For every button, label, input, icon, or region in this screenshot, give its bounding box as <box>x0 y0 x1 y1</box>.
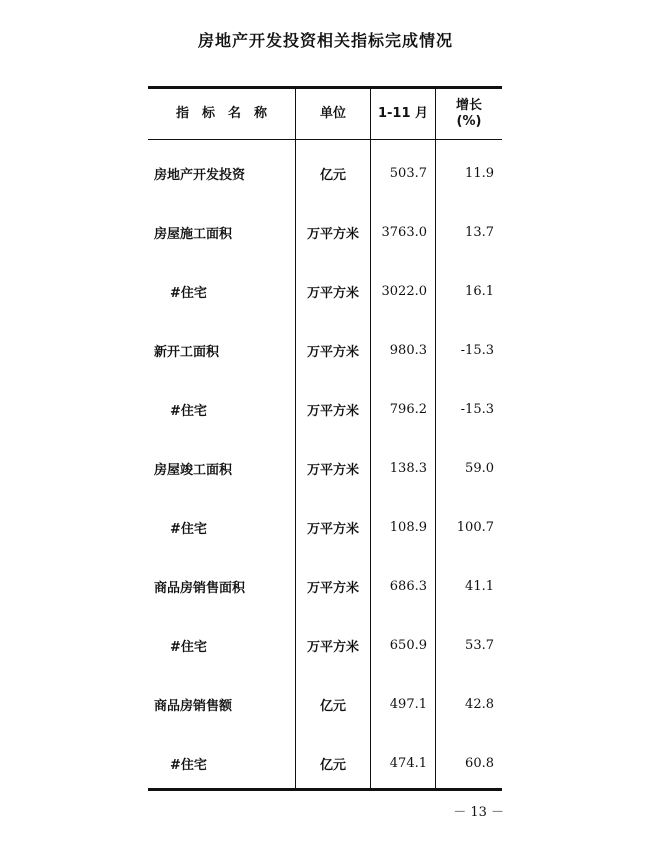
unit-cell: 万平方米 <box>306 639 359 655</box>
header-period: 1-11 月 <box>377 106 429 121</box>
value-cell: 474.1 <box>389 755 427 771</box>
growth-cell: -15.3 <box>460 342 494 358</box>
indicator-name: 新开工面积 <box>154 344 220 360</box>
growth-cell: 53.7 <box>465 637 494 653</box>
value-cell: 138.3 <box>389 460 427 476</box>
growth-cell: 11.9 <box>465 165 494 181</box>
value-cell: 497.1 <box>389 696 427 712</box>
unit-cell: 万平方米 <box>306 403 359 419</box>
unit-cell: 亿元 <box>319 698 346 714</box>
header-growth <box>436 89 502 139</box>
growth-cell: 100.7 <box>456 519 494 535</box>
value-cell: 796.2 <box>389 401 427 417</box>
indicator-table <box>148 86 502 791</box>
indicator-name: #住宅 <box>170 403 207 419</box>
value-cell: 108.9 <box>389 519 427 535</box>
indicator-name: #住宅 <box>170 639 207 655</box>
indicator-name: 商品房销售面积 <box>154 580 246 596</box>
growth-cell: -15.3 <box>460 401 494 417</box>
unit-cell: 万平方米 <box>306 226 359 242</box>
indicator-name: #住宅 <box>170 521 207 537</box>
header-unit: 单位 <box>319 106 346 121</box>
value-cell: 503.7 <box>389 165 427 181</box>
growth-cell: 16.1 <box>465 283 494 299</box>
page-title: 房地产开发投资相关指标完成情况 <box>197 31 453 50</box>
page-number: － 13 － <box>453 805 504 820</box>
indicator-name: 房屋竣工面积 <box>154 462 233 478</box>
header-indicator: 指 标 名 称 <box>175 106 267 121</box>
indicator-name: 房屋施工面积 <box>154 226 233 242</box>
growth-cell: 41.1 <box>465 578 494 594</box>
unit-cell: 万平方米 <box>306 344 359 360</box>
growth-cell: 42.8 <box>465 696 494 712</box>
header-divider <box>148 139 502 140</box>
unit-cell: 万平方米 <box>306 521 359 537</box>
unit-cell: 亿元 <box>319 757 346 773</box>
indicator-name: 商品房销售额 <box>154 698 233 714</box>
value-cell: 686.3 <box>389 578 427 594</box>
unit-cell: 万平方米 <box>306 462 359 478</box>
header-growth-unit: (%) <box>456 114 482 129</box>
indicator-name: #住宅 <box>170 285 207 301</box>
value-cell: 650.9 <box>389 637 427 653</box>
unit-cell: 亿元 <box>319 167 346 183</box>
unit-cell: 万平方米 <box>306 285 359 301</box>
indicator-name: 房地产开发投资 <box>154 167 246 183</box>
growth-cell: 13.7 <box>465 224 494 240</box>
growth-cell: 59.0 <box>465 460 494 476</box>
indicator-name: #住宅 <box>170 757 207 773</box>
value-cell: 3763.0 <box>381 224 427 240</box>
value-cell: 3022.0 <box>381 283 427 299</box>
header-growth-label: 增长 <box>455 98 482 113</box>
growth-cell: 60.8 <box>465 755 494 771</box>
value-cell: 980.3 <box>389 342 427 358</box>
unit-cell: 万平方米 <box>306 580 359 596</box>
